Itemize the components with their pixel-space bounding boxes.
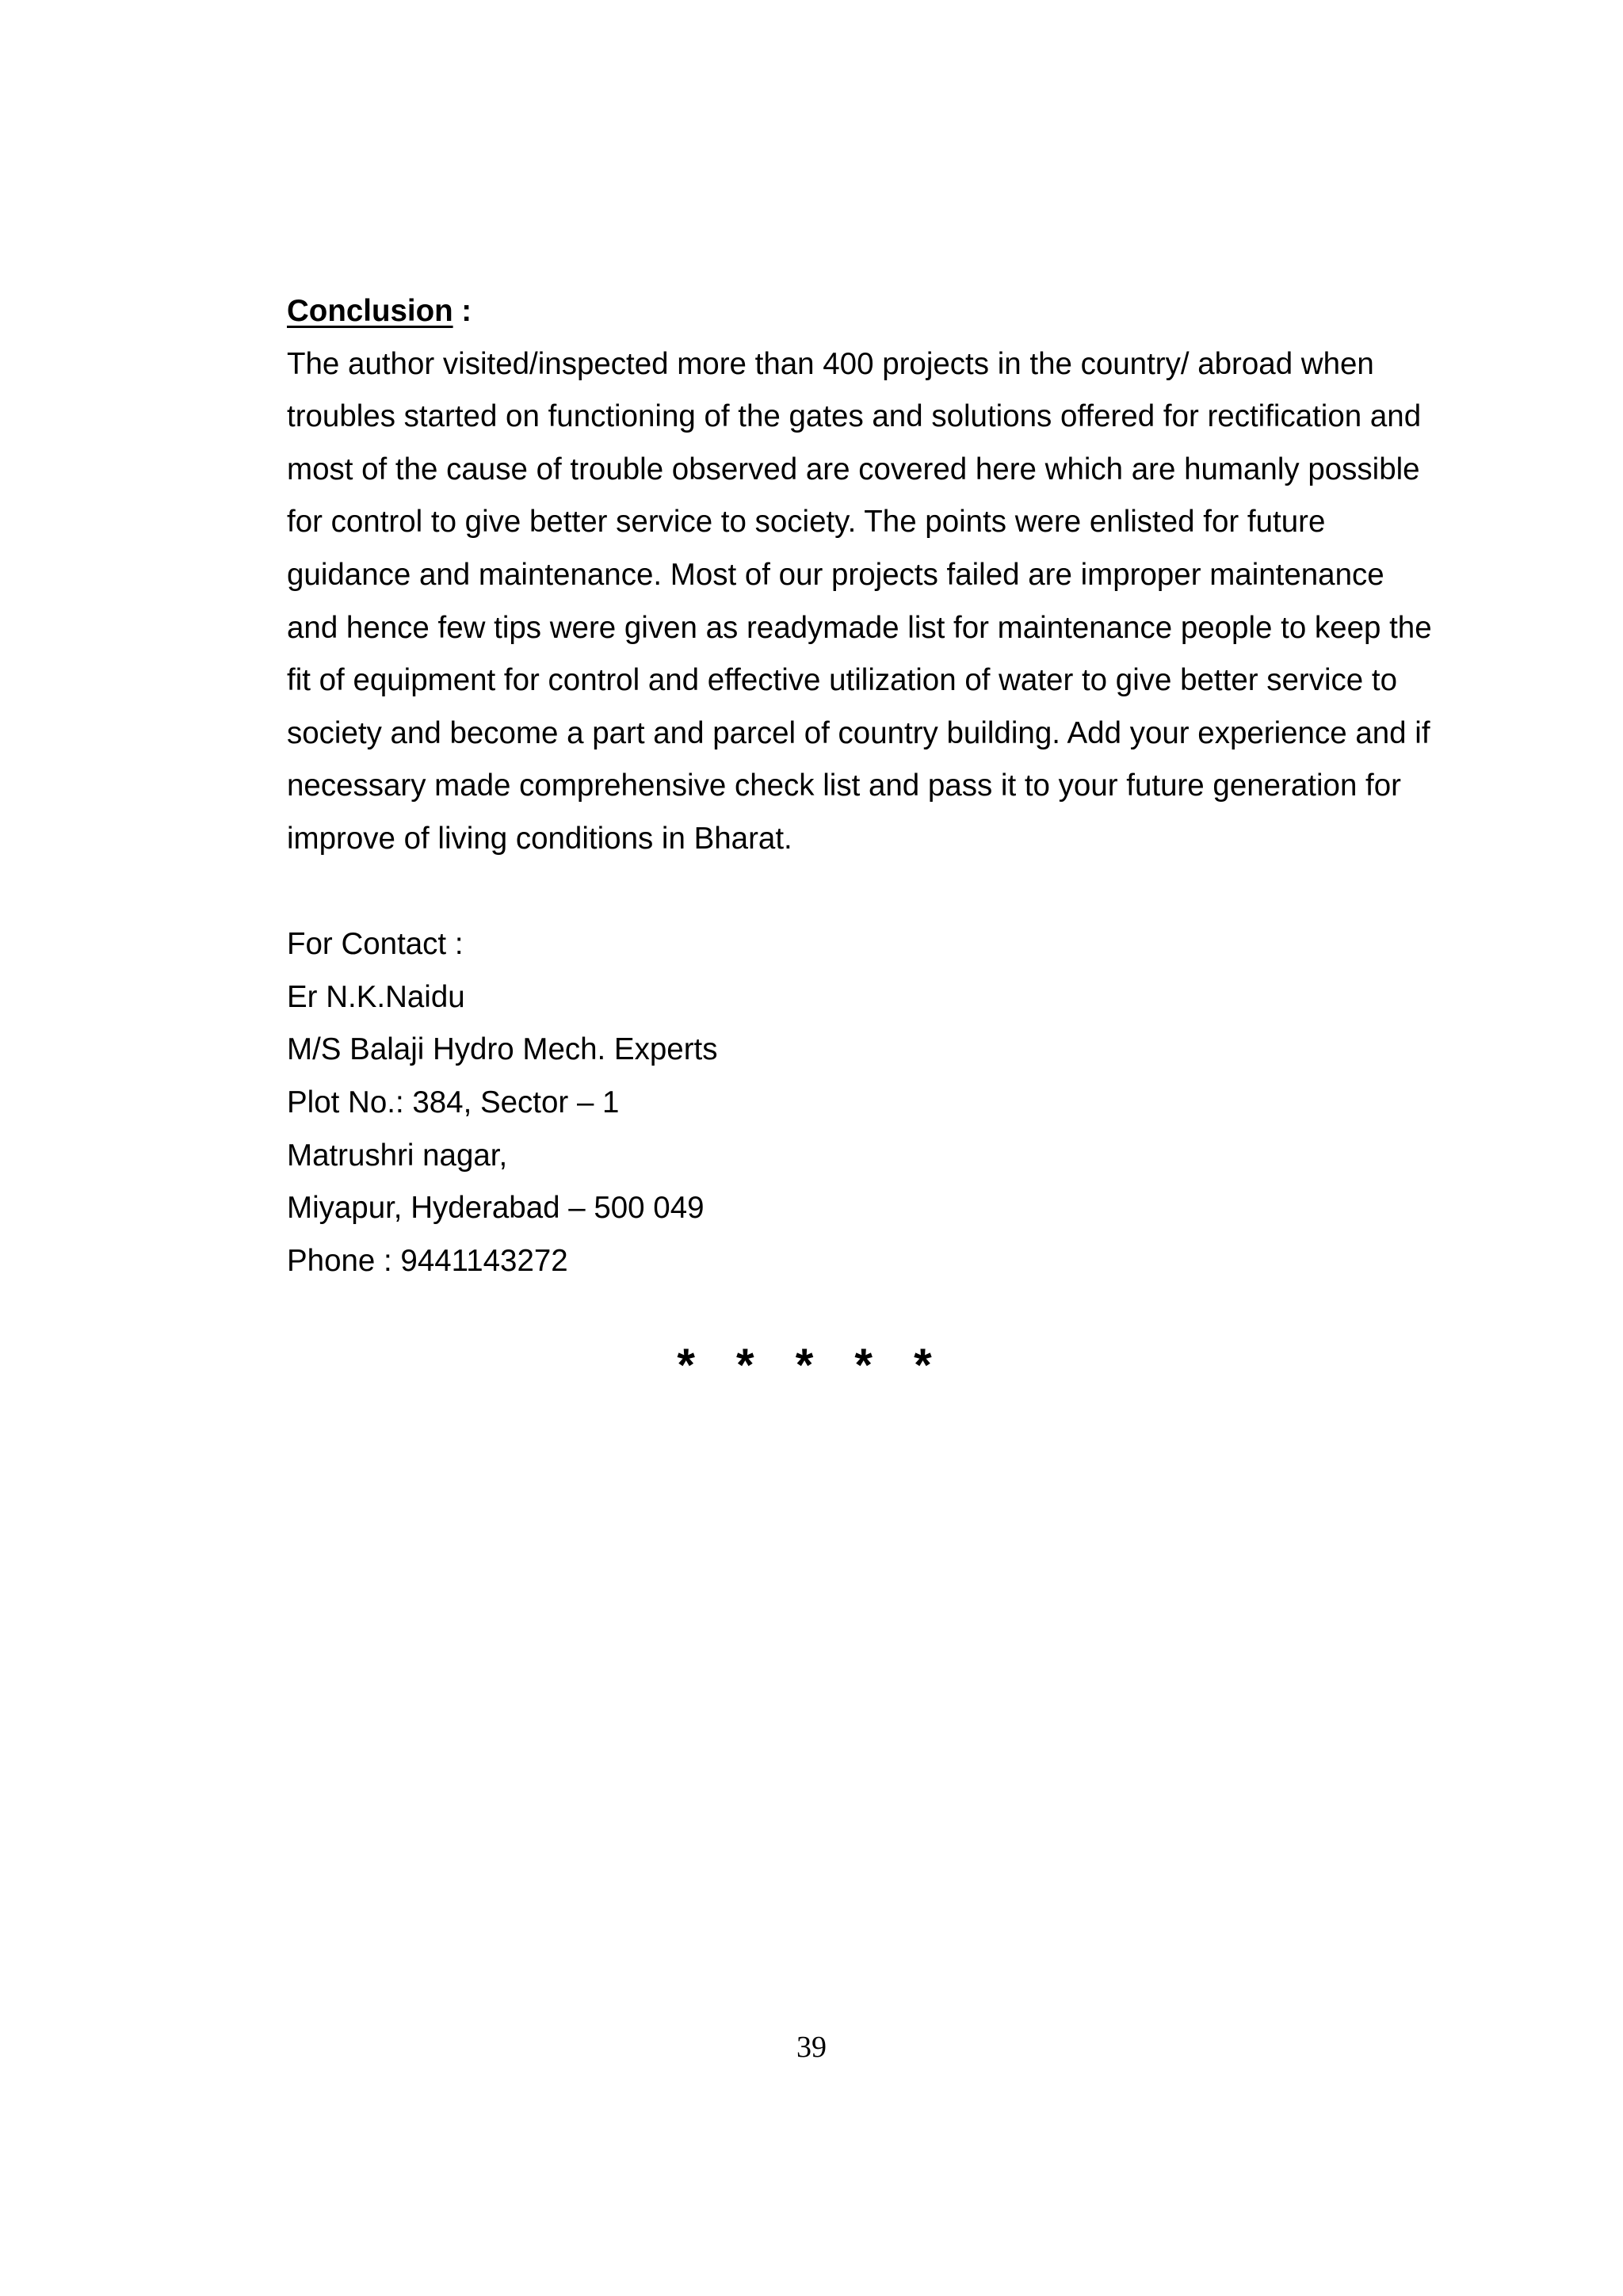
- conclusion-line: society and become a part and parcel of country building. Add your experience and if: [287, 715, 1430, 750]
- contact-plot: Plot No.: 384, Sector – 1: [287, 1085, 620, 1119]
- contact-area: Matrushri nagar,: [287, 1138, 508, 1173]
- contact-label: For Contact :: [287, 927, 464, 962]
- page-content: [287, 285, 1460, 1287]
- section-separator: * * * * *: [677, 1340, 946, 1391]
- conclusion-heading-suffix: :: [453, 294, 472, 328]
- conclusion-line: guidance and maintenance. Most of our projects failed are improper maintenance: [287, 557, 1384, 592]
- conclusion-heading: [287, 285, 1460, 338]
- conclusion-line: The author visited/inspected more than 400 projects in the country/ abroad when: [287, 346, 1374, 381]
- conclusion-line: for control to give better service to society. The points were enlisted for future: [287, 505, 1326, 540]
- conclusion-heading-text: Conclusion: [287, 294, 453, 328]
- conclusion-paragraph: [287, 338, 1460, 866]
- contact-name: Er N.K.Naidu: [287, 979, 465, 1014]
- page-number: 39: [796, 2031, 827, 2064]
- contact-block: [287, 918, 1460, 1287]
- contact-city: Miyapur, Hyderabad – 500 049: [287, 1191, 705, 1226]
- conclusion-line: most of the cause of trouble observed are covered here which are humanly possible: [287, 452, 1420, 486]
- contact-phone: Phone : 9441143272: [287, 1243, 568, 1278]
- conclusion-line: improve of living conditions in Bharat.: [287, 821, 792, 856]
- contact-company: M/S Balaji Hydro Mech. Experts: [287, 1032, 718, 1067]
- conclusion-line: necessary made comprehensive check list and pass it to your future generation for: [287, 769, 1401, 803]
- conclusion-line: troubles started on functioning of the gates and solutions offered for rectification and: [287, 399, 1422, 434]
- conclusion-line: and hence few tips were given as readymade list for maintenance people to keep the: [287, 610, 1432, 645]
- conclusion-line: fit of equipment for control and effective utilization of water to give better service to: [287, 663, 1398, 698]
